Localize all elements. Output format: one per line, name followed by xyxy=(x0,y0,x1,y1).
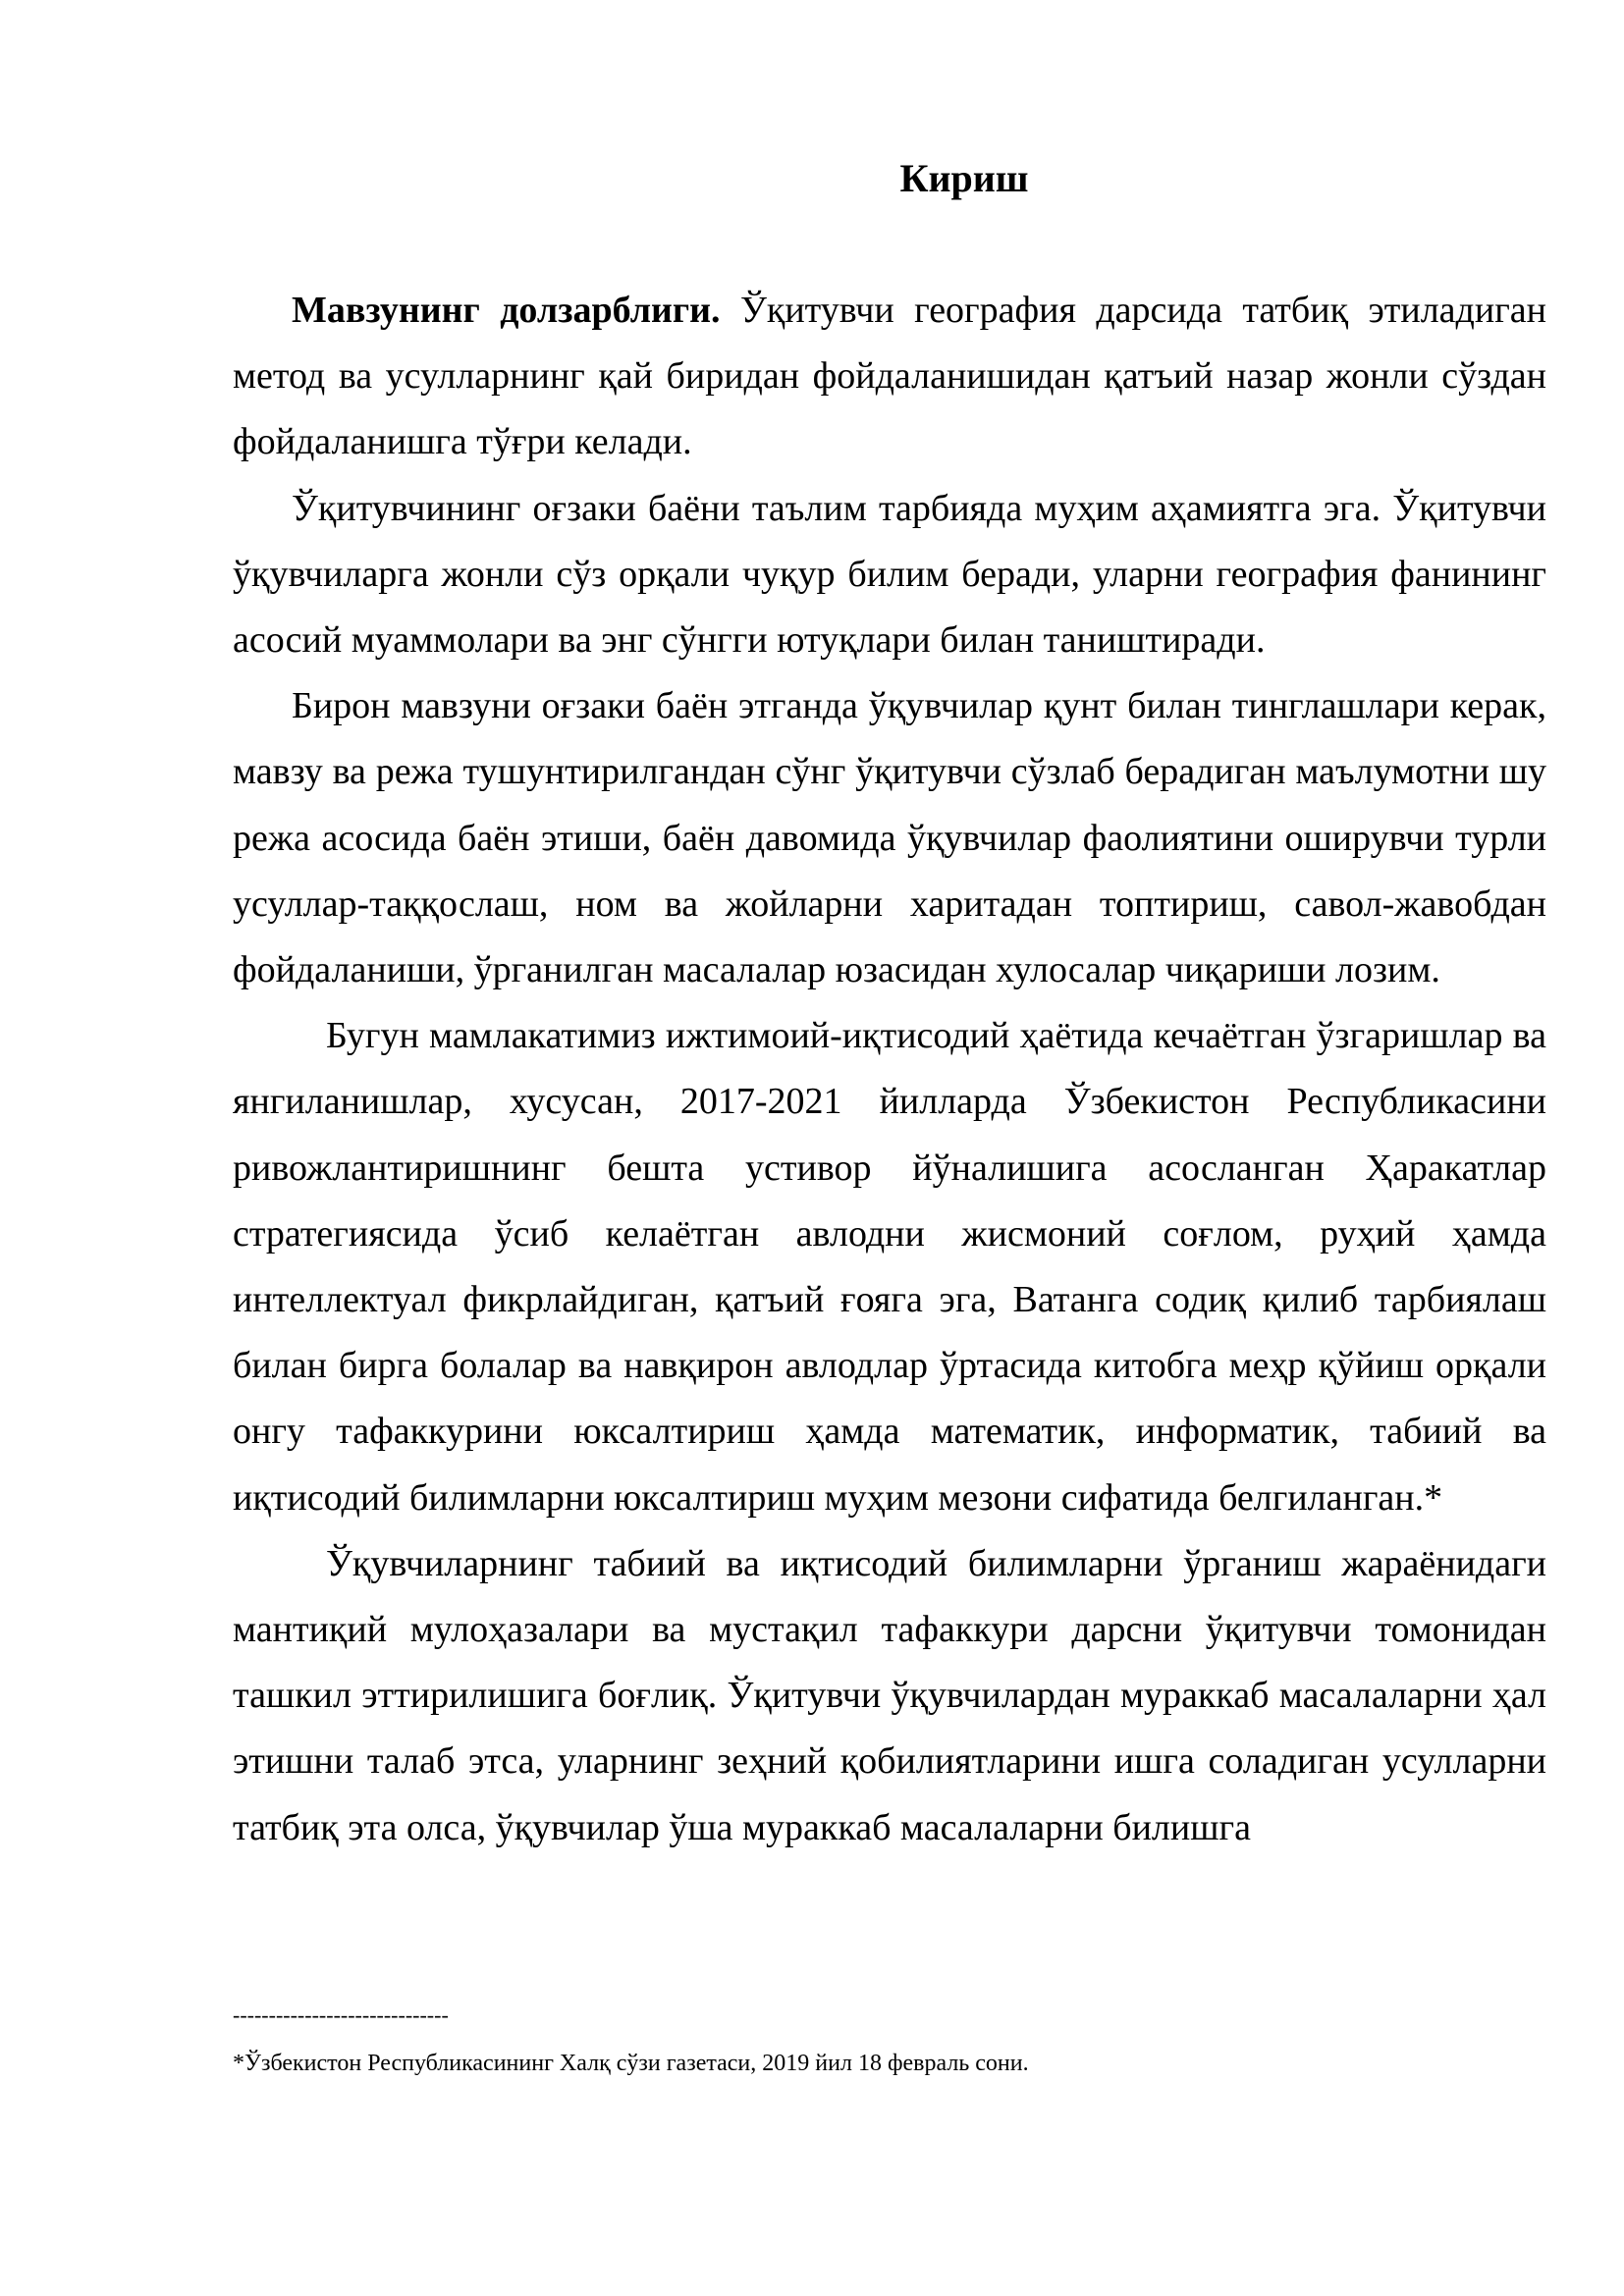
footnote-divider: ------------------------------ xyxy=(233,2002,449,2027)
paragraph: Ўқитувчининг оғзаки баёни таълим тарбияда муҳим аҳамиятга эга. Ўқитувчи ўқувчиларга жонли сўз орқали чуқур билим беради, уларни география фанининг асосий муаммолари ва энг сўнгги ютуқлари билан таништиради. xyxy=(233,487,1546,662)
paragraph-text: Ўқитувчи география дарсида татбиқ этиладиган метод ва усулларнинг қай биридан фойдаланишидан қатъий назар жонли сўздан фойдаланишга тўғри келади. xyxy=(233,290,1546,463)
paragraph: Ўқувчиларнинг табиий ва иқтисодий билимларни ўрганиш жараёнидаги мантиқий мулоҳазалари ва мустақил тафаккури дарсни ўқитувчи томонидан ташкил эттирилишига боғлиқ. Ўқитувчи ўқувчилардан мураккаб масалаларни ҳал этишни талаб этса, уларнинг зеҳний қобилиятларини ишга соладиган усулларни татбиқ эта олса, ўқувчилар ўша мураккаб масалаларни билишга xyxy=(233,1542,1546,1848)
document-body xyxy=(233,278,1546,1861)
paragraph: Бугун мамлакатимиз ижтимоий-иқтисодий ҳаётида кечаётган ўзгаришлар ва янгиланишлар, хусусан, 2017-2021 йилларда Ўзбекистон Республикасини ривожлантиришнинг бешта устивор йўналишига асосланган Ҳаракатлар стратегиясида ўсиб келаётган авлодни жисмоний соғлом, руҳий ҳамда интеллектуал фикрлайдиган, қатъий ғояга эга, Ватанга содиқ қилиб тарбиялаш билан бирга болалар ва навқирон авлодлар ўртасида китобга меҳр қўйиш орқали онгу тафаккурини юксалтириш ҳамда математик, информатик, табиий ва иқтисодий билимларни юксалтириш муҳим мезони сифатида белгиланган.* xyxy=(233,1015,1546,1519)
page-title: Кириш xyxy=(899,156,1029,200)
footnote: *Ўзбекистон Республикасининг Халқ сўзи газетаси, 2019 йил 18 февраль сони. xyxy=(233,2051,1029,2076)
paragraph-relevance xyxy=(233,278,1546,476)
paragraph: Бирон мавзуни оғзаки баён этганда ўқувчилар қунт билан тинглашлари керак, мавзу ва режа тушунтирилгандан сўнг ўқитувчи сўзлаб берадиган маълумотни шу режа асосида баён этиши, баён давомида ўқувчилар фаолиятини оширувчи турли усуллар-таққослаш, ном ва жойларни харитадан топтириш, савол-жавобдан фойдаланиши, ўрганилган масалалар юзасидан хулосалар чиқариши лозим. xyxy=(233,685,1546,991)
paragraph-lead: Мавзунинг долзарблиги. xyxy=(292,290,721,331)
